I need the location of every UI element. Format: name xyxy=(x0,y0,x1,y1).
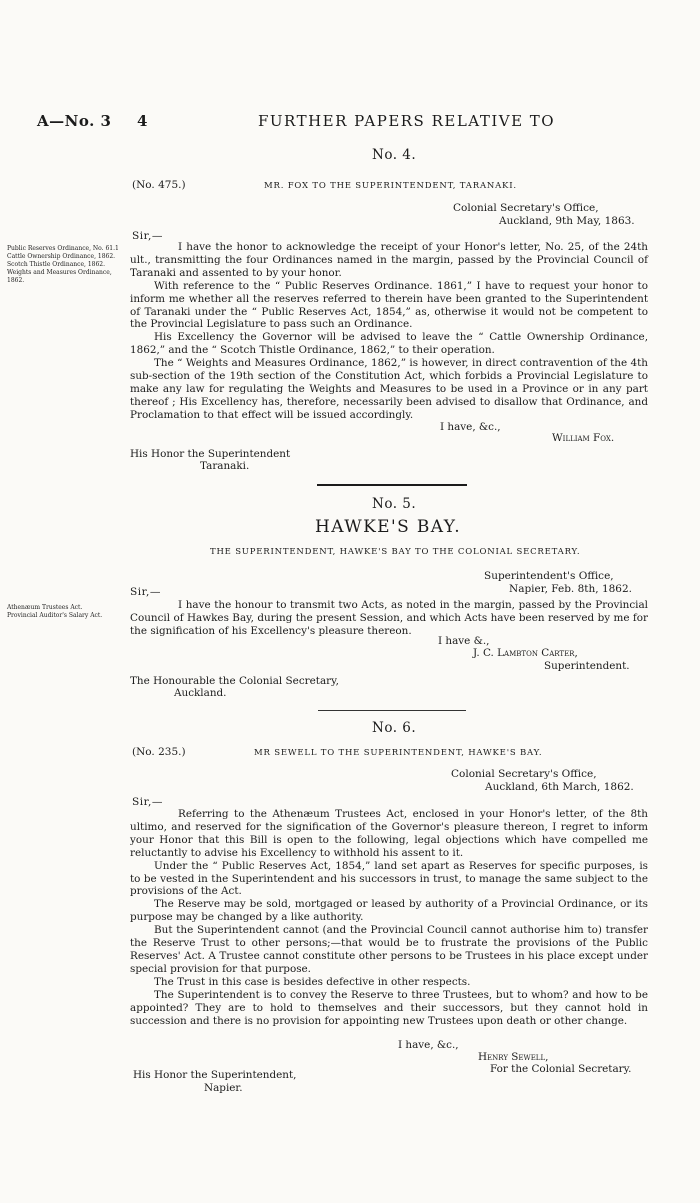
doc5-paragraph: I have the honour to transmit two Acts, as noted in the margin, passed by the Provincial Council of Hawkes Bay, during the present Session, and which Acts have been reserved by me for the signification of his Excellency's pleasure thereon. xyxy=(130,599,648,637)
margin-note: Public Reserves Ordinance, No. 61.1 xyxy=(7,245,119,252)
doc5-addressee: The Honourable the Colonial Secretary, xyxy=(130,675,339,687)
doc5-office: Superintendent's Office, xyxy=(484,570,614,582)
page-number: 4 xyxy=(137,112,148,130)
page-header-left: A—No. 3 xyxy=(37,112,112,130)
doc6-signature-title: For the Colonial Secretary. xyxy=(490,1063,632,1075)
doc4-number: No. 4. xyxy=(372,147,417,163)
doc6-addressee: His Honor the Superintendent, xyxy=(133,1069,297,1081)
doc5-addressee-place: Auckland. xyxy=(174,687,227,699)
doc4-paragraph: I have the honor to acknowledge the receipt of your Honor's letter, No. 25, of the 24th ult., transmitting the four Ordinances named in the margin, passed by the Provincial Council of Taranaki and assented to by your honor. xyxy=(130,241,648,279)
doc4-salutation: Sir,— xyxy=(132,230,164,242)
doc5-closing: I have &., xyxy=(438,635,490,647)
doc6-paragraph: The Superintendent is to convey the Reserve to three Trustees, but to whom? and how to be appointed? They are to hold to themselves and their successors, but they cannot hold in succession and there is no provision for appointing new Trustees upon death or other change. xyxy=(130,988,648,1027)
doc5-place-date: Napier, Feb. 8th, 1862. xyxy=(509,583,633,595)
page-title: FURTHER PAPERS RELATIVE TO xyxy=(258,112,556,130)
doc4-paragraph: The “ Weights and Measures Ordinance, 1862,” is however, in direct contravention of the 4th sub-section of the 19th section of the Constitution Act, which forbids a Provincial Legislature to make any law for regulating the Weights and Measures to be used in a Province or in any part thereof ; His Excellency has, therefore, necessarily been advised to disallow that Ordinance, and Proclamation to that effect will be issued accordingly. xyxy=(130,357,648,421)
doc6-body xyxy=(130,808,648,1027)
doc4-paragraph: His Excellency the Governor will be advised to leave the “ Cattle Ownership Ordinance, 1862,” and the “ Scotch Thistle Ordinance, 1862,” to their operation. xyxy=(130,331,648,357)
doc6-number: No. 6. xyxy=(372,720,417,736)
margin-note: Weights and Measures Ordinance, 1862. xyxy=(7,269,112,284)
section-divider xyxy=(317,484,467,486)
doc4-closing: I have, &c., xyxy=(440,421,501,433)
doc5-salutation: Sir,— xyxy=(130,586,162,598)
margin-note: Scotch Thistle Ordinance, 1862. xyxy=(7,261,106,268)
doc6-signature: Henry Sewell, xyxy=(478,1051,549,1063)
doc4-body xyxy=(130,241,648,422)
doc5-margin-notes xyxy=(7,604,125,620)
doc6-ref: (No. 235.) xyxy=(132,746,186,758)
doc5-body xyxy=(130,599,648,638)
section-divider xyxy=(318,710,466,711)
doc4-paragraph: With reference to the “ Public Reserves Ordinance. 1861,” I have to request your honor to inform me whether all the reserves referred to therein have been granted to the Superintendent of Taranaki under the “ Public Reserves Act, 1854,” as, otherwise it would not be competent to the Provincial Legislature to pass such an Ordinance. xyxy=(130,279,648,331)
doc6-paragraph: Referring to the Athenæum Trustees Act, enclosed in your Honor's letter, of the 8th ultimo, and reserved for the signification of the Governor's pleasure thereon, I regret to inform your Honor that this Bill is open to the following, legal objections which have compelled me reluctantly to advise his Excellency to withhold his assent to it. xyxy=(130,808,648,859)
doc6-subject: MR SEWELL TO THE SUPERINTENDENT, HAWKE'S BAY. xyxy=(254,748,543,758)
doc4-subject: MR. FOX TO THE SUPERINTENDENT, TARANAKI. xyxy=(264,181,517,191)
doc5-signature: J. C. Lambton Carter, xyxy=(473,647,578,659)
doc4-office: Colonial Secretary's Office, xyxy=(453,202,599,214)
margin-note: Provincial Auditor's Salary Act. xyxy=(7,612,103,619)
doc6-salutation: Sir,— xyxy=(132,796,164,808)
doc6-paragraph: Under the “ Public Reserves Act, 1854,” land set apart as Reserves for specific purposes, is to be vested in the Superintendent and his successors in trust, to manage the same subject to the provisions of the Act. xyxy=(130,859,648,898)
margin-note: Athenæum Trustees Act. xyxy=(7,604,83,611)
doc4-ref: (No. 475.) xyxy=(132,179,186,191)
doc4-place-date: Auckland, 9th May, 1863. xyxy=(499,215,635,227)
doc6-office: Colonial Secretary's Office, xyxy=(451,768,597,780)
doc5-number: No. 5. xyxy=(372,496,417,512)
doc5-subject: THE SUPERINTENDENT, HAWKE'S BAY TO THE COLONIAL SECRETARY. xyxy=(210,547,581,557)
doc4-addressee-place: Taranaki. xyxy=(200,460,250,472)
doc6-paragraph: The Reserve may be sold, mortgaged or leased by authority of a Provincial Ordinance, or its purpose may be changed by a like authority. xyxy=(130,898,648,924)
doc6-paragraph: But the Superintendent cannot (and the Provincial Council cannot authorise him to) transfer the Reserve Trust to other persons;—that would be to frustrate the provisions of the Public Reserves' Act. A Trustee cannot constitute other persons to be Trustees in his place except under special provision for that purpose. xyxy=(130,924,648,975)
doc6-closing: I have, &c., xyxy=(398,1039,459,1051)
doc5-signature-title: Superintendent. xyxy=(544,660,630,672)
doc4-margin-notes xyxy=(7,245,123,285)
doc6-paragraph: The Trust in this case is besides defective in other respects. xyxy=(154,975,471,988)
doc4-signature: William Fox. xyxy=(552,432,615,444)
doc4-addressee: His Honor the Superintendent xyxy=(130,448,291,460)
margin-note: Cattle Ownership Ordinance, 1862. xyxy=(7,253,116,260)
doc6-addressee-place: Napier. xyxy=(204,1082,243,1094)
doc5-province-heading: HAWKE'S BAY. xyxy=(315,517,462,537)
doc6-place-date: Auckland, 6th March, 1862. xyxy=(485,781,634,793)
